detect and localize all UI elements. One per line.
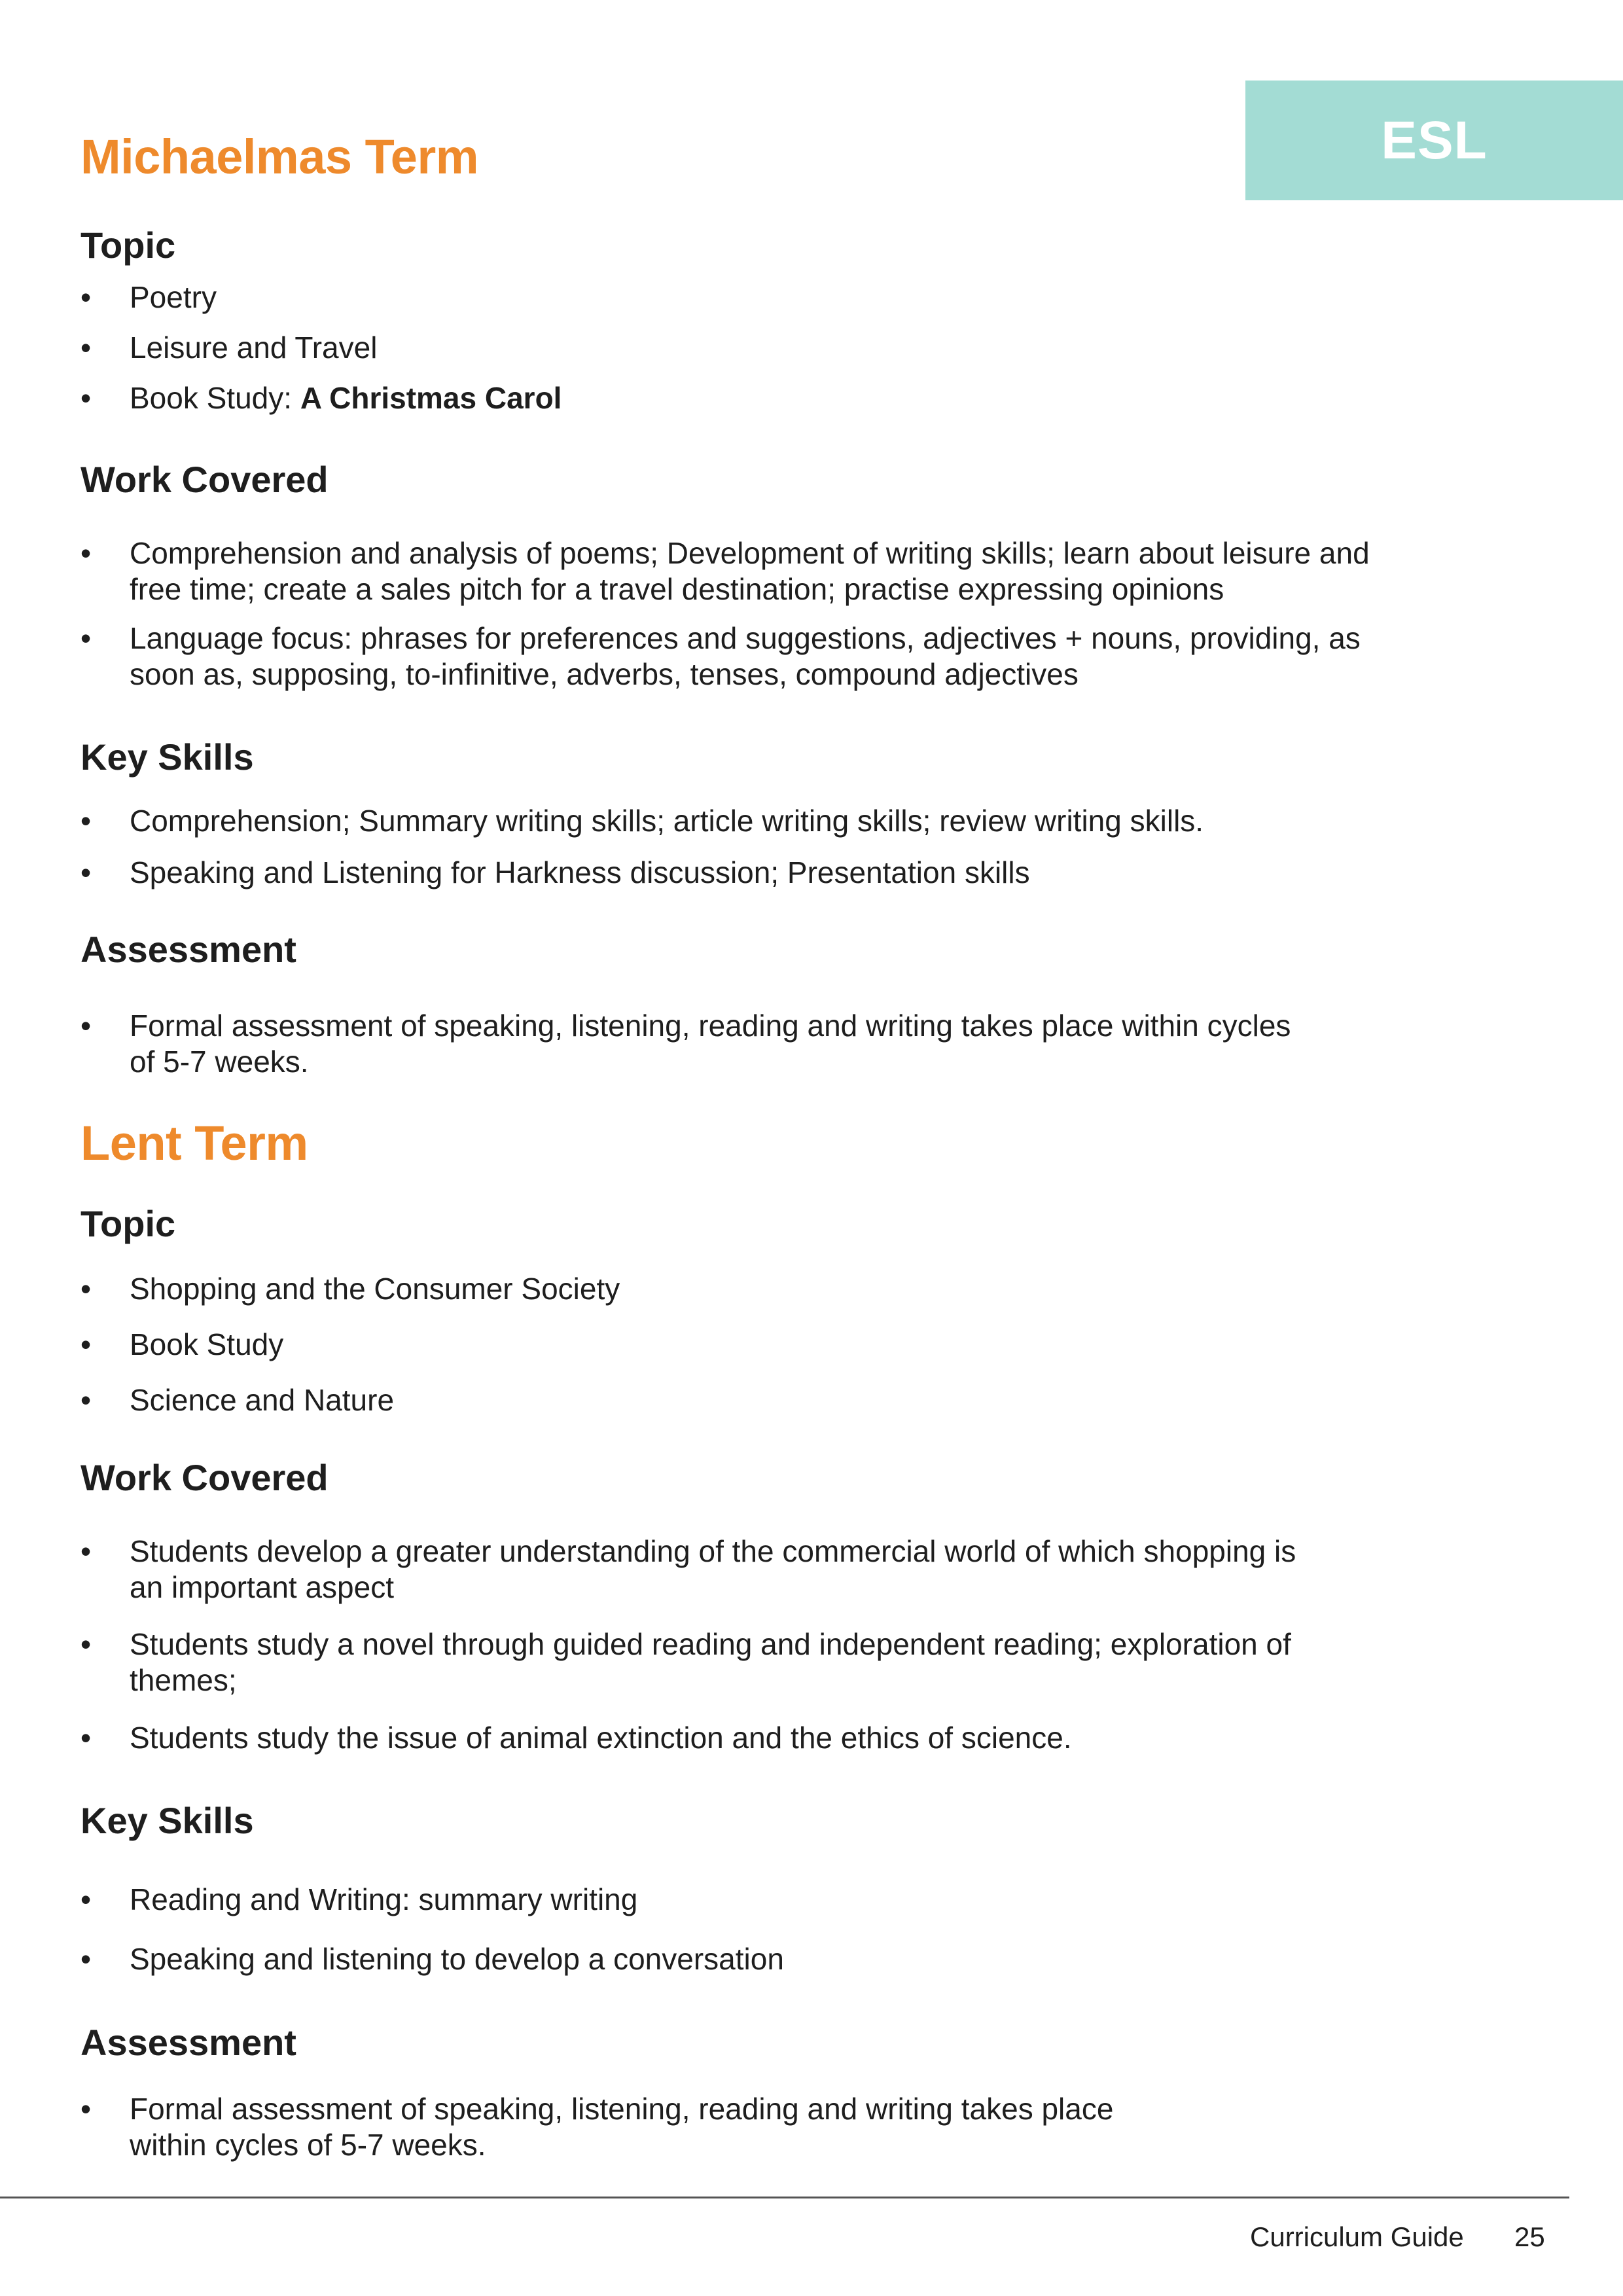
bullet-icon: • — [80, 331, 92, 365]
list-item — [80, 330, 1422, 366]
section-heading-key-skills: Key Skills — [80, 1800, 254, 1841]
list-item-text: Leisure and Travel — [130, 331, 378, 365]
section-heading-assessment: Assessment — [80, 2022, 296, 2063]
section-heading-work-covered: Work Covered — [80, 459, 329, 500]
list-item — [80, 1271, 1422, 1307]
list-item-text: Students develop a greater understanding of the commercial world of which shopping is an important aspect — [130, 1534, 1296, 1604]
bullet-icon: • — [80, 1272, 92, 1306]
section-heading-work-covered: Work Covered — [80, 1457, 329, 1498]
list-item-text: Formal assessment of speaking, listening, reading and writing takes place within cycles of 5-7 weeks. — [130, 1009, 1291, 1079]
list-item — [80, 1382, 1422, 1418]
list-item-text: Speaking and Listening for Harkness discussion; Presentation skills — [130, 855, 1030, 889]
bullet-icon: • — [80, 1627, 92, 1661]
list-item-text: Language focus: phrases for preferences and suggestions, adjectives + nouns, providing, as soon as, supposing, to-infinitive, adverbs, tenses, compound adjectives — [130, 621, 1361, 691]
list-item — [80, 855, 1422, 891]
list-item — [80, 535, 1422, 607]
footer-divider — [0, 2197, 1569, 2198]
section-heading-topic: Topic — [80, 1203, 176, 1244]
book-title: A Christmas Carol — [300, 381, 562, 415]
bullet-icon: • — [80, 1009, 92, 1043]
list-item — [80, 1941, 1422, 1977]
list-item — [80, 1534, 1311, 1605]
bullet-icon: • — [80, 1327, 92, 1361]
section-heading-key-skills: Key Skills — [80, 736, 254, 778]
list-item-text: Book Study — [130, 1327, 284, 1361]
list-item-text: Students study the issue of animal extinction and the ethics of science. — [130, 1721, 1072, 1755]
list-item-text — [130, 380, 1422, 416]
section-heading-assessment: Assessment — [80, 929, 296, 970]
footer-guide-title: Curriculum Guide — [1250, 2221, 1464, 2252]
bullet-icon: • — [80, 1882, 92, 1916]
bullet-icon: • — [80, 1534, 92, 1568]
list-item-text: Students study a novel through guided reading and independent reading; exploration of themes; — [130, 1627, 1291, 1697]
list-item-text: Comprehension and analysis of poems; Development of writing skills; learn about leisure and free time; create a sales pitch for a travel destination; practise expressing opinions — [130, 536, 1370, 606]
subject-tab: ESL — [1245, 81, 1623, 200]
list-item — [80, 1626, 1311, 1698]
bullet-icon: • — [80, 1721, 92, 1755]
list-item-text: Shopping and the Consumer Society — [130, 1272, 620, 1306]
list-item-text: Comprehension; Summary writing skills; article writing skills; review writing skills. — [130, 804, 1204, 838]
bullet-icon: • — [80, 2092, 92, 2126]
list-item — [80, 803, 1422, 839]
bullet-icon: • — [80, 280, 92, 314]
list-item — [80, 620, 1422, 692]
list-item-text: Reading and Writing: summary writing — [130, 1882, 638, 1916]
bullet-icon: • — [80, 1383, 92, 1417]
bullet-icon: • — [80, 621, 92, 655]
term-title-lent: Lent Term — [80, 1116, 308, 1170]
bullet-icon: • — [80, 536, 92, 570]
list-item — [80, 1882, 1422, 1918]
term-title-michaelmas: Michaelmas Term — [80, 130, 479, 184]
list-item — [80, 2091, 1147, 2163]
bullet-icon: • — [80, 1942, 92, 1976]
section-heading-topic: Topic — [80, 224, 176, 266]
list-item-text: Speaking and listening to develop a conversation — [130, 1942, 784, 1976]
page-number: 25 — [1514, 2221, 1545, 2252]
book-study-label: Book Study: — [130, 381, 300, 415]
bullet-icon: • — [80, 381, 92, 415]
list-item — [80, 279, 1422, 315]
list-item — [80, 380, 1422, 416]
bullet-icon: • — [80, 804, 92, 838]
list-item-text: Poetry — [130, 280, 217, 314]
bullet-icon: • — [80, 855, 92, 889]
list-item — [80, 1720, 1311, 1756]
list-item-text: Science and Nature — [130, 1383, 395, 1417]
list-item — [80, 1327, 1422, 1363]
list-item-text: Formal assessment of speaking, listening, reading and writing takes place within cycles of 5-7 weeks. — [130, 2092, 1114, 2162]
list-item — [80, 1008, 1311, 1080]
